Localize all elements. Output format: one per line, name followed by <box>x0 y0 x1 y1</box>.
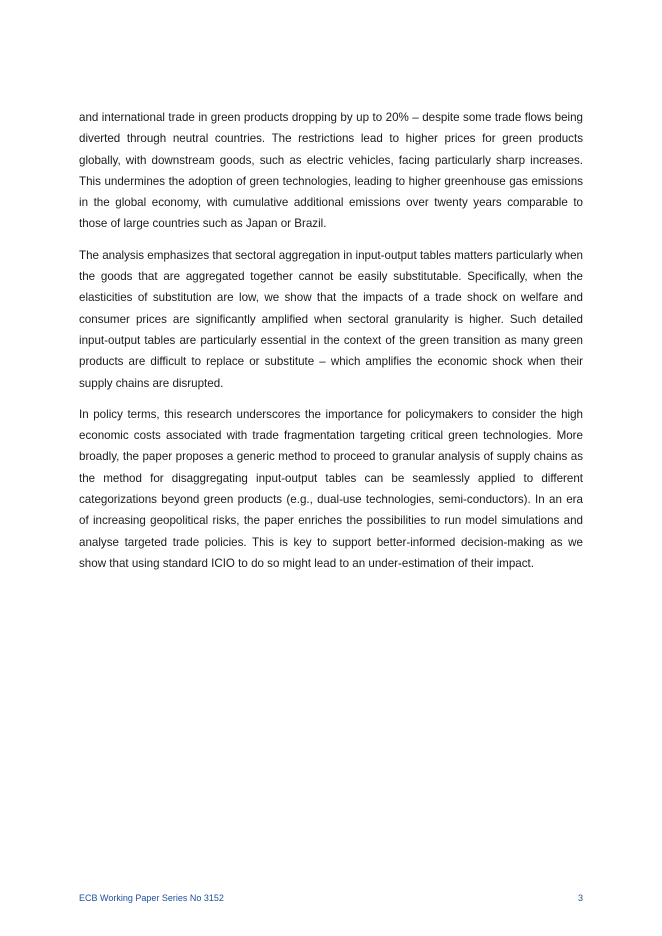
footer-series-label: ECB Working Paper Series No 3152 <box>79 893 224 903</box>
page-footer <box>79 893 583 903</box>
paragraph-2: The analysis emphasizes that sectoral aggregation in input-output tables matters particularly when the goods that are aggregated together cannot be easily substitutable. Specifically, when the elasticities of substitution are low, we show that the impacts of a trade shock on welfare and consumer prices are significantly amplified when sectoral granularity is higher. Such detailed input-output tables are particularly essential in the context of the green transition as many green products are difficult to replace or substitute – which amplifies the economic shock when their supply chains are disrupted. <box>79 248 583 390</box>
paragraph-3: In policy terms, this research underscores the importance for policymakers to consider the high economic costs associated with trade fragmentation targeting critical green technologies. More broadly, the paper proposes a generic method to proceed to granular analysis of supply chains as the method for disaggregating input-output tables can be seamlessly applied to different categorizations beyond green products (e.g., dual-use technologies, semi-conductors). In an era of increasing geopolitical risks, the paper enriches the possibilities to run model simulations and analyse targeted trade policies. This is key to support better-informed decision-making as we show that using standard ICIO to do so might lead to an under-estimation of their impact. <box>79 407 583 570</box>
page-body <box>79 107 583 584</box>
footer-page-number: 3 <box>577 893 583 903</box>
paragraph-1: and international trade in green products dropping by up to 20% – despite some trade flows being diverted through neutral countries. The restrictions lead to higher prices for green products globally, with downstream goods, such as electric vehicles, facing particularly sharp increases. This undermines the adoption of green technologies, leading to higher greenhouse gas emissions in the global economy, with cumulative additional emissions over twenty years comparable to those of large countries such as Japan or Brazil. <box>79 111 583 231</box>
